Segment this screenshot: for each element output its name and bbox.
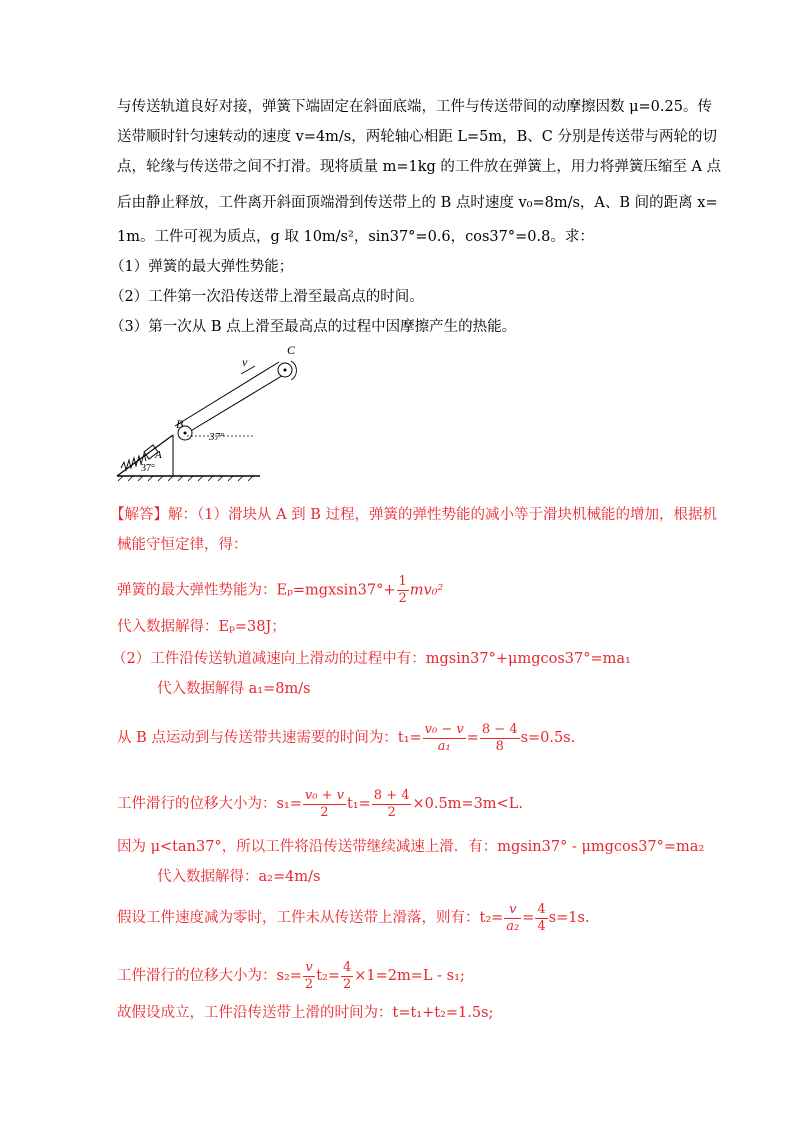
fraction-s2-symbolic: $\frac{v}{2}$ bbox=[304, 959, 314, 992]
solution-line-1: 【解答】解：（1）滑块从 A 到 B 过程，弹簧的弹性势能的减小等于滑块机械能的增加，根据机 bbox=[110, 507, 718, 523]
label-c: C bbox=[287, 343, 296, 357]
label-angle-bottom: 37° bbox=[141, 463, 155, 474]
solution-line-3: 弹簧的最大弹性势能为：Eₚ=mgxsin37°+ $\frac{1}{2}$ mv₀² bbox=[117, 574, 444, 606]
fraction-s2-numeric: $\frac{4}{2}$ bbox=[342, 959, 352, 992]
question-2: （2）工件第一次沿传送带上滑至最高点的时间。 bbox=[110, 289, 424, 305]
conveyor-diagram bbox=[115, 340, 296, 480]
label-angle-top: 37° bbox=[209, 431, 225, 443]
problem-line-4: 后由静止释放，工件离开斜面顶端滑到传送带上的 B 点时速度 v₀=8m/s，A、B 间的距离 x= bbox=[117, 195, 718, 211]
solution-tag: 【解答】 bbox=[110, 507, 168, 523]
problem-line-2: 送带顺时针匀速转动的速度 v=4m/s，两轮轴心相距 L=5m，B、C 分别是传送带与两轮的切 bbox=[117, 129, 717, 145]
problem-line-1: 与传送轨道良好对接，弹簧下端固定在斜面底端，工件与传送带间的动摩擦因数 μ=0.25。传 bbox=[117, 99, 712, 115]
solution-line-7: 从 B 点运动到与传送带共速需要的时间为：t₁= $\frac{\text{v₀ − v}}{\text{a₁}}$ = $\frac{8 - 4}{8}$ s=0.5s. bbox=[117, 721, 576, 754]
solution-line-5: （2）工件沿传送轨道减速向上滑动的过程中有：mgsin37°+μmgcos37°=ma₁ bbox=[112, 651, 631, 667]
fraction-half: $\frac{1}{2}$ bbox=[398, 574, 407, 606]
label-a: A bbox=[155, 449, 162, 461]
label-b: B bbox=[176, 417, 184, 431]
solution-line-12: 工件滑行的位移大小为：s₂= $\frac{v}{2}$ t₂= $\frac{4}{2}$ ×1=2m=L - s₁; bbox=[117, 959, 465, 992]
question-3: （3）第一次从 B 点上滑至最高点的过程中因摩擦产生的热能。 bbox=[110, 319, 517, 335]
fraction-t1-symbolic: $\frac{\text{v₀ − v}}{\text{a₁}}$ bbox=[424, 721, 464, 754]
belt-top bbox=[175, 362, 279, 426]
solution-line-2: 械能守恒定律，得： bbox=[117, 537, 248, 553]
question-1: （1）弹簧的最大弹性势能； bbox=[110, 259, 294, 275]
solution-line-6: 代入数据解得 a₁=8m/s bbox=[157, 681, 311, 697]
belt-bottom bbox=[179, 374, 285, 438]
solution-line-9: 因为 μ<tan37°，所以工件将沿传送带继续减速上滑．有：mgsin37° - μmgcos37°=ma₂ bbox=[117, 839, 705, 855]
fraction-t1-numeric: $\frac{8 - 4}{8}$ bbox=[481, 721, 518, 754]
label-v: v bbox=[242, 355, 248, 369]
solution-line-13: 故假设成立，工件沿传送带上滑的时间为：t=t₁+t₂=1.5s; bbox=[117, 1005, 494, 1021]
solution-line-10: 代入数据解得：a₂=4m/s bbox=[157, 869, 321, 885]
fraction-s1-symbolic: $\frac{\text{v₀ + v}}{2}$ bbox=[304, 787, 344, 820]
problem-line-5: 1m。工件可视为质点，g 取 10m/s²，sin37°=0.6，cos37°=0.8。求： bbox=[117, 229, 594, 245]
fraction-s1-numeric: $\frac{8 + 4}{2}$ bbox=[373, 787, 410, 820]
solution-line-4: 代入数据解得：Eₚ=38J； bbox=[117, 619, 286, 635]
pulley-c-axle bbox=[284, 369, 287, 372]
fraction-t2-symbolic: $\frac{v}{\text{a₂}}$ bbox=[506, 901, 520, 934]
problem-line-3: 点，轮缘与传送带之间不打滑。现将质量 m=1kg 的工件放在弹簧上，用力将弹簧压缩至 A 点 bbox=[117, 159, 722, 175]
solution-line-8: 工件滑行的位移大小为：s₁= $\frac{\text{v₀ + v}}{2}$ t₁= $\frac{8 + 4}{2}$ ×0.5m=3m<L. bbox=[117, 787, 523, 820]
fraction-t2-numeric: $\frac{4}{4}$ bbox=[537, 901, 546, 934]
solution-line-11: 假设工件速度减为零时，工件未从传送带上滑落，则有：t₂= $\frac{v}{\text{a₂}}$ = $\frac{4}{4}$ s=1s. bbox=[117, 901, 590, 934]
pulley-b-axle bbox=[184, 432, 187, 435]
